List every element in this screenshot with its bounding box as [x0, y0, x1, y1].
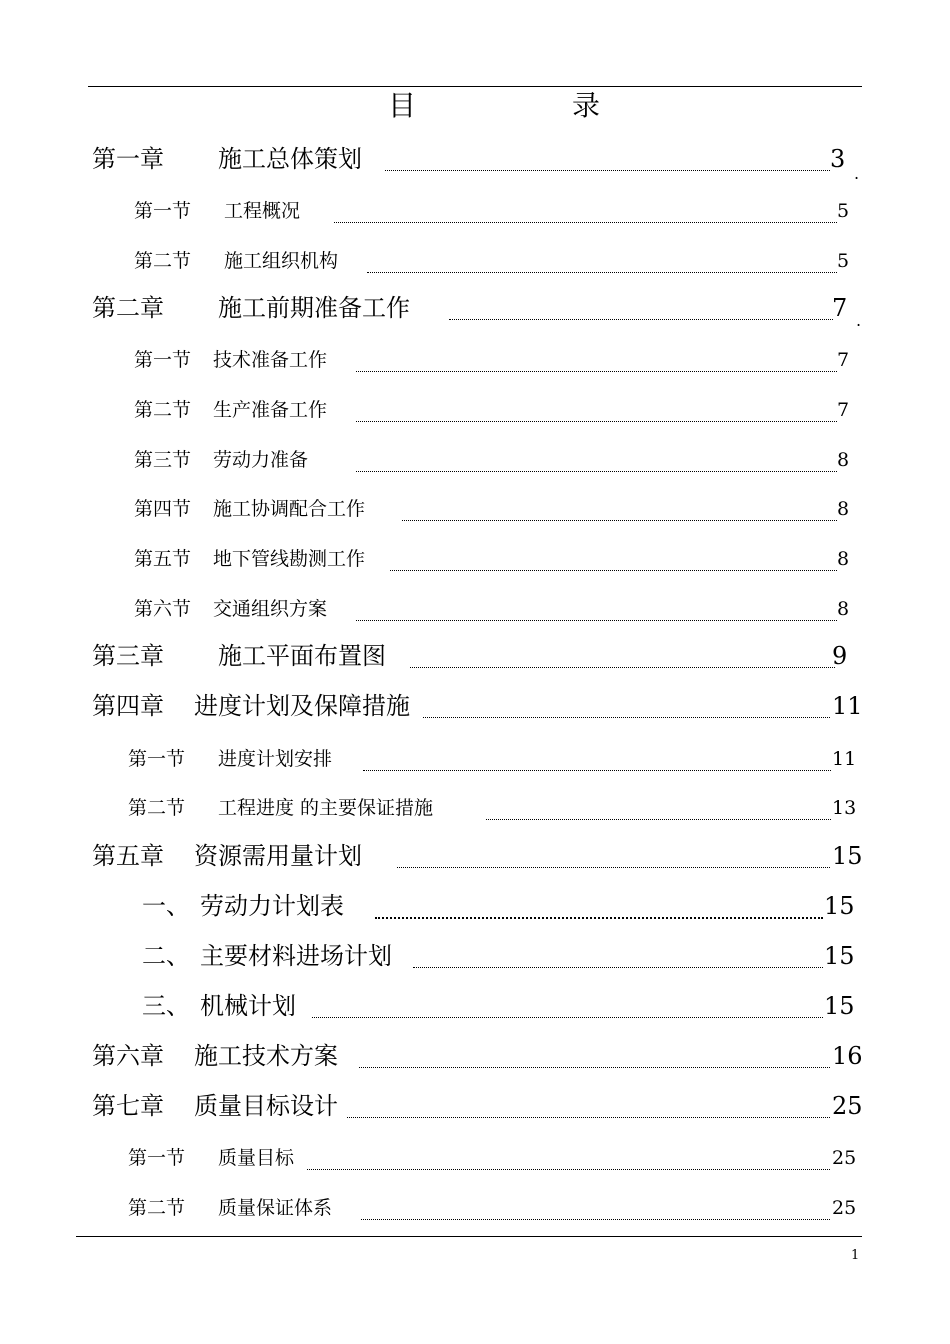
toc-page-number: 16 [832, 1042, 863, 1070]
toc-row-section[interactable] [0, 345, 950, 379]
toc-item-number: 三、 [142, 992, 190, 1020]
toc-leader [423, 717, 830, 718]
toc-row-section[interactable] [0, 1193, 950, 1227]
toc-row-chapter[interactable] [0, 293, 950, 330]
footer-page-number: 1 [851, 1248, 860, 1263]
toc-page-number: 5 [837, 250, 850, 272]
toc-page-number: 8 [837, 548, 850, 570]
bottom-rule [76, 1236, 862, 1237]
toc-chapter-title: 施工前期准备工作 [218, 294, 410, 322]
toc-item-number: 二、 [142, 942, 190, 970]
toc-leader [356, 620, 837, 621]
stray-dot-mark: . [854, 164, 860, 183]
toc-title-right: 录 [572, 89, 601, 122]
toc-leader [363, 770, 831, 771]
toc-page-number: 25 [832, 1197, 857, 1219]
toc-leader [361, 1219, 830, 1220]
toc-leader [334, 222, 837, 223]
stray-dot-mark: . [856, 311, 862, 330]
toc-row-item[interactable] [0, 891, 950, 925]
toc-chapter-title: 施工总体策划 [218, 145, 362, 173]
toc-row-chapter[interactable] [0, 841, 950, 875]
toc-chapter-number: 第六章 [92, 1042, 164, 1070]
toc-row-chapter[interactable] [0, 641, 950, 675]
toc-row-section[interactable] [0, 793, 950, 827]
toc-row-chapter[interactable] [0, 691, 950, 725]
toc-section-number: 第二节 [128, 1197, 186, 1219]
toc-row-section[interactable] [0, 1143, 950, 1177]
toc-leader [356, 371, 837, 372]
toc-row-section[interactable] [0, 445, 950, 479]
toc-page-number: 8 [837, 598, 850, 620]
toc-row-section[interactable] [0, 395, 950, 429]
toc-page-number: 7 [837, 349, 850, 371]
toc-section-number: 第三节 [134, 449, 192, 471]
toc-page-number: 8 [837, 498, 850, 520]
toc-chapter-title: 资源需用量计划 [194, 842, 362, 870]
toc-page-number: 13 [832, 797, 857, 819]
toc-section-title: 质量保证体系 [218, 1197, 333, 1219]
toc-section-title: 施工组织机构 [224, 250, 339, 272]
toc-chapter-title: 施工平面布置图 [218, 642, 386, 670]
toc-section-title: 施工协调配合工作 [213, 498, 366, 520]
toc-section-title: 工程进度 的主要保证措施 [218, 797, 434, 819]
toc-leader [356, 471, 837, 472]
toc-page-number: 15 [832, 842, 863, 870]
toc-chapter-number: 第五章 [92, 842, 164, 870]
toc-section-number: 第六节 [134, 598, 192, 620]
toc-section-title: 交通组织方案 [213, 598, 328, 620]
toc-chapter-number: 第三章 [92, 642, 164, 670]
toc-chapter-title: 质量目标设计 [194, 1092, 338, 1120]
toc-row-chapter[interactable] [0, 1041, 950, 1075]
toc-section-number: 第二节 [128, 797, 186, 819]
toc-section-number: 第一节 [128, 1147, 186, 1169]
toc-section-title: 质量目标 [218, 1147, 295, 1169]
toc-page-number: 15 [824, 942, 855, 970]
toc-page-number: 11 [832, 748, 857, 770]
toc-leader [347, 1117, 830, 1118]
toc-chapter-number: 第四章 [92, 692, 164, 720]
toc-chapter-number: 第七章 [92, 1092, 164, 1120]
toc-chapter-number: 第二章 [92, 294, 164, 322]
toc-row-chapter[interactable] [0, 144, 950, 183]
toc-leader [367, 272, 837, 273]
toc-section-title: 进度计划安排 [218, 748, 333, 770]
toc-leader [449, 319, 833, 320]
toc-section-number: 第一节 [134, 349, 192, 371]
toc-section-number: 第二节 [134, 250, 192, 272]
toc-leader [375, 917, 823, 919]
toc-leader [359, 1067, 830, 1068]
toc-row-section[interactable] [0, 196, 950, 230]
toc-row-section[interactable] [0, 744, 950, 778]
toc-item-number: 一、 [142, 892, 190, 920]
toc-leader [413, 967, 823, 968]
toc-page-number: 8 [837, 449, 850, 471]
toc-section-title: 劳动力准备 [213, 449, 309, 471]
top-rule [88, 86, 862, 87]
toc-row-section[interactable] [0, 594, 950, 628]
toc-page-number: 15 [824, 892, 855, 920]
toc-page-number: 5 [837, 200, 850, 222]
toc-section-number: 第五节 [134, 548, 192, 570]
toc-leader [486, 819, 831, 820]
toc-leader [307, 1169, 830, 1170]
toc-item-title: 劳动力计划表 [200, 892, 344, 920]
toc-item-title: 机械计划 [200, 992, 296, 1020]
toc-row-item[interactable] [0, 991, 950, 1025]
toc-page-number: 7 [837, 399, 850, 421]
toc-chapter-title: 进度计划及保障措施 [194, 692, 410, 720]
toc-section-title: 生产准备工作 [213, 399, 328, 421]
toc-item-title: 主要材料进场计划 [200, 942, 392, 970]
toc-row-section[interactable] [0, 494, 950, 528]
toc-leader [402, 520, 837, 521]
toc-leader [397, 867, 830, 868]
toc-leader [385, 170, 830, 171]
toc-row-section[interactable] [0, 544, 950, 578]
toc-page-number: 9 [832, 642, 848, 670]
toc-row-section[interactable] [0, 246, 950, 280]
toc-page-number: 7 [832, 294, 848, 322]
toc-section-number: 第四节 [134, 498, 192, 520]
toc-leader [410, 667, 835, 668]
toc-section-title: 工程概况 [224, 200, 301, 222]
toc-leader [390, 570, 837, 571]
toc-page-number: 11 [832, 692, 863, 720]
toc-row-item[interactable] [0, 941, 950, 975]
toc-title-left: 目 [388, 89, 417, 122]
toc-section-title: 技术准备工作 [213, 349, 328, 371]
toc-section-title: 地下管线勘测工作 [213, 548, 366, 570]
toc-section-number: 第二节 [134, 399, 192, 421]
toc-chapter-number: 第一章 [92, 145, 164, 173]
toc-page-number: 15 [824, 992, 855, 1020]
toc-page-number: 3 [830, 145, 846, 173]
toc-section-number: 第一节 [128, 748, 186, 770]
toc-chapter-title: 施工技术方案 [194, 1042, 338, 1070]
toc-page-number: 25 [832, 1147, 857, 1169]
toc-leader [312, 1017, 823, 1018]
toc-leader [356, 421, 837, 422]
toc-page-number: 25 [832, 1092, 863, 1120]
toc-row-chapter[interactable] [0, 1091, 950, 1125]
toc-section-number: 第一节 [134, 200, 192, 222]
